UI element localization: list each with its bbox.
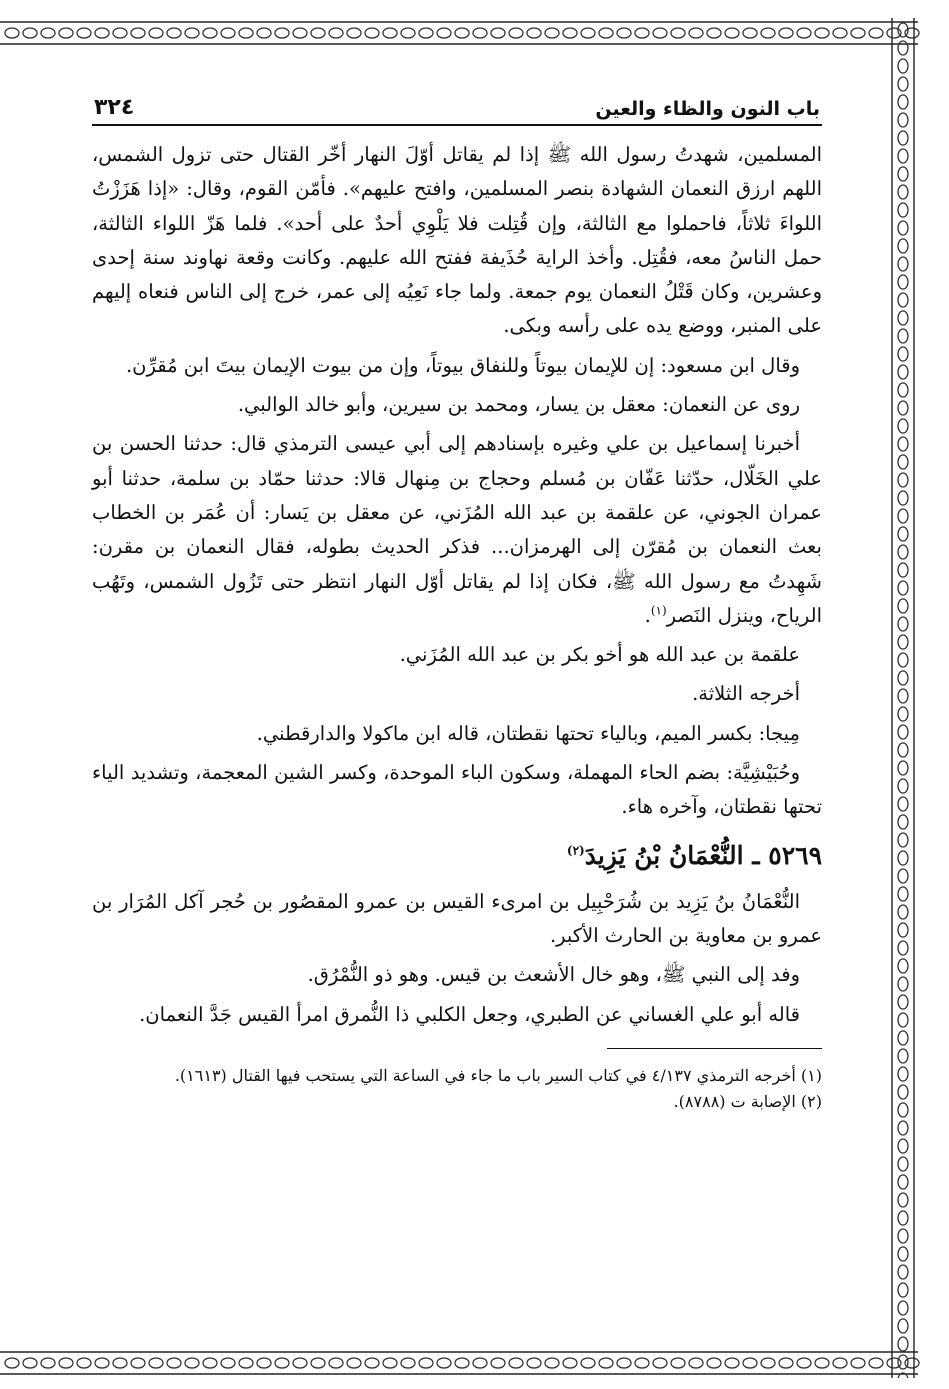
paragraph: وقال ابن مسعود: إن للإيمان بيوتاً وللنفاق بيوتاً، وإن من بيوت الإيمان بيتَ ابن مُقرِّن.: [125, 353, 800, 377]
book-page: [92, 80, 822, 1115]
footnote-marker: (٢): [566, 843, 585, 858]
paragraph: روى عن النعمان: معقل بن يسار، ومحمد بن سيرين، وأبو خالد الوالبي.: [237, 393, 800, 417]
footnote: (١) أخرجه الترمذي ٤/١٣٧ في كتاب السير باب ما جاء في الساعة التي يستحب فيها القتال (١٦١٣).: [174, 1065, 822, 1085]
running-title: باب النون والظاء والعين: [595, 98, 820, 120]
main-text: [92, 138, 822, 1032]
footnote-divider: [607, 1048, 822, 1049]
page-header: [92, 80, 822, 126]
top-ornamental-border: [0, 18, 949, 48]
bottom-ornamental-border: [0, 1348, 949, 1378]
paragraph-end: .: [644, 603, 651, 627]
footnote-marker: (١): [650, 603, 667, 618]
page-number: ٣٢٤: [94, 95, 135, 120]
paragraph: المسلمين، شهدتُ رسول الله ﷺ إذا لم يقاتل أوّلَ النهار أخّر القتال حتى تزول الشمس، اللهم ارزق النعمان الشهادة بنصر المسلمين، وافتح عليهم». فأمّن القوم، وقال: «إذا هَزَزْتُ اللواءَ ثلاثاً، فاحملوا مع الثالثة، وإن قُتِلت فلا يَلْوِي أحدٌ على أحد». فلما هَزّ اللواء الثالثة، حمل الناسُ معه، فقُتِل. وأخذ الراية حُذَيفة ففتح الله عليهم. وكانت وقعة نهاوند سنة إحدى وعشرين، وكان قَتْلُ النعمان يوم جمعة. ولما جاء نَعِيُه إلى عمر، خرج إلى الناس فنعاه إليهم على المنبر، ووضع يده على رأسه وبكى.: [92, 143, 822, 338]
paragraph: مِيجا: بكسر الميم، وبالياء تحتها نقطتان، قاله ابن ماكولا والدارقطني.: [256, 721, 800, 745]
footnotes: [92, 1063, 822, 1115]
paragraph: وحُبَيْشِيَّة: بضم الحاء المهملة، وسكون الباء الموحدة، وكسر الشين المعجمة، وتشديد الياء تحتها نقطتان، وآخره هاء.: [92, 761, 822, 819]
right-ornamental-border: [888, 18, 918, 1378]
paragraph: قاله أبو علي الغساني عن الطبري، وجعل الكلبي ذا النُّمرق امرأ القيس جَدَّ النعمان.: [139, 1002, 800, 1026]
footnote: (٢) الإصابة ت (٨٧٨٨).: [673, 1091, 822, 1111]
paragraph-text: أخبرنا إسماعيل بن علي وغيره بإسنادهم إلى أبي عيسى الترمذي قال: حدثنا الحسن بن علي الخَلّال، حدّثنا عَفّان بن مُسلم وحجاج بن مِنهال قالا: حدثنا حمّاد بن سلمة، حدثنا أبو عمران الجوني، عن علقمة بن عبد الله المُزَني، عن معقل بن يَسار: أن عُمَر بن الخطاب بعث النعمان بن مُقرّن إلى الهرمزان... فذكر الحديث بطوله، فقال النعمان بن مقرن: شَهِدتُ مع رسول الله ﷺ، فكان إذا لم يقاتل أوّل النهار انتظر حتى تَزُول الشمس، وتَهُب الرياح، وينزل النَصر: [92, 432, 822, 627]
paragraph: [92, 427, 822, 633]
entry-heading-text: ٥٢٦٩ ـ النُّعْمَانُ بْنُ يَزِيدَ: [584, 840, 822, 870]
paragraph: النُّعْمَانُ بنُ يَزِيد بن شُرَحْبِيل بن امرىء القيس بن عمرو المقصُور بن حُجر آكل المُرَار بن عمرو بن معاوية بن الحارث الأكبر.: [92, 889, 822, 947]
entry-heading: [92, 839, 822, 873]
paragraph: وفد إلى النبي ﷺ، وهو خال الأشعث بن قيس. وهو ذو النُّمْرُق.: [307, 963, 800, 987]
paragraph: علقمة بن عبد الله هو أخو بكر بن عبد الله المُزَني.: [399, 643, 800, 667]
paragraph: أخرجه الثلاثة.: [692, 682, 800, 706]
